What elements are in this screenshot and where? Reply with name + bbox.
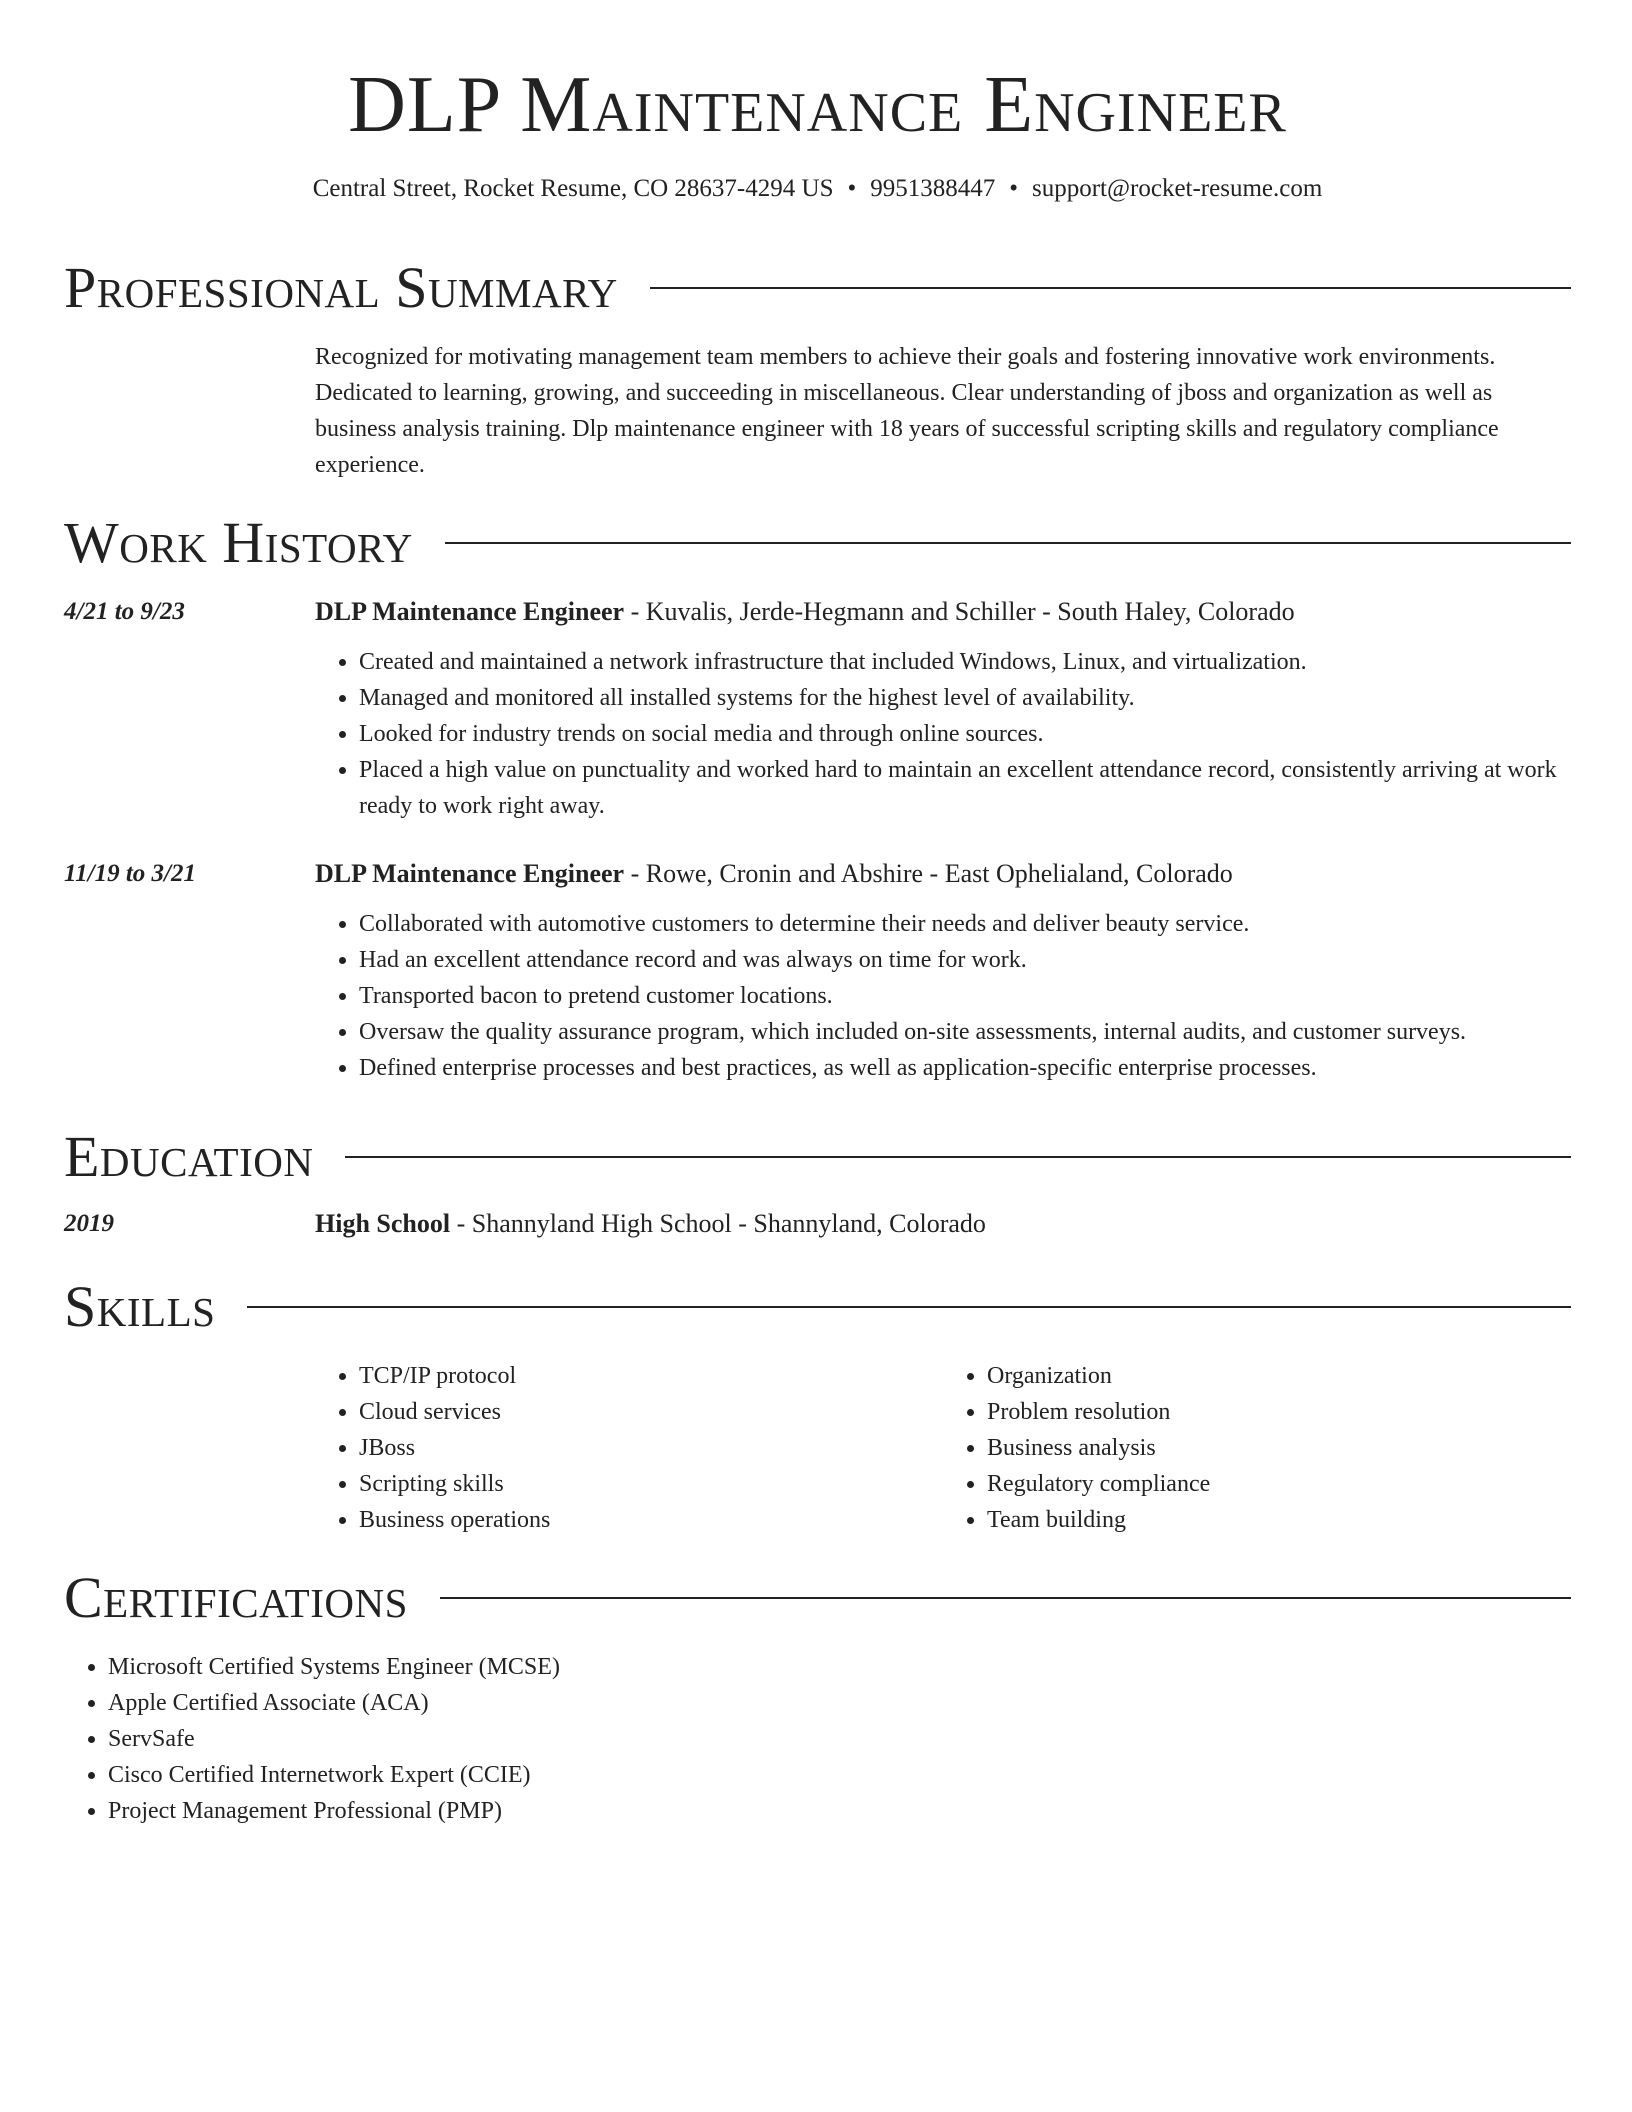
resume-name: DLP Maintenance Engineer <box>348 61 1287 149</box>
certification-item: • Cisco Certified Internetwork Expert (CCIE) <box>108 1757 1571 1793</box>
job-title-line <box>315 594 1571 630</box>
contact-line <box>64 172 1571 206</box>
skills-column-left <box>315 1358 943 1538</box>
education-details: - Shannyland High School - Shannyland, Colorado <box>450 1209 986 1238</box>
skill-item: • Scripting skills <box>359 1466 943 1502</box>
work-history-section <box>64 510 1571 1086</box>
skills-column-right <box>943 1358 1571 1538</box>
certifications-list <box>64 1649 1571 1829</box>
work-history-heading: Work History <box>64 510 413 575</box>
job-dates: 4/21 to 9/23 <box>64 598 185 625</box>
job-title: DLP Maintenance Engineer <box>315 859 625 888</box>
education-year: 2019 <box>64 1210 114 1237</box>
job-title: DLP Maintenance Engineer <box>315 597 625 626</box>
education-title-line <box>315 1206 1571 1242</box>
section-divider <box>345 1156 1571 1158</box>
job-bullets <box>315 644 1571 824</box>
contact-separator: • <box>847 175 857 202</box>
contact-email: support@rocket-resume.com <box>1032 175 1323 202</box>
skill-item: • Problem resolution <box>987 1394 1571 1430</box>
job-bullet: • Had an excellent attendance record and was always on time for work. <box>359 942 1571 978</box>
skill-item: • Business operations <box>359 1502 943 1538</box>
work-history-header <box>64 510 1571 576</box>
skill-item: • TCP/IP protocol <box>359 1358 943 1394</box>
section-divider <box>247 1306 1571 1308</box>
job-bullet: • Managed and monitored all installed systems for the highest level of availability. <box>359 680 1571 716</box>
certifications-section <box>64 1565 1571 1829</box>
skills-section <box>64 1274 1571 1538</box>
job-bullet: • Looked for industry trends on social media and through online sources. <box>359 716 1571 752</box>
skills-heading: Skills <box>64 1274 216 1339</box>
skill-item: • Team building <box>987 1502 1571 1538</box>
contact-address: Central Street, Rocket Resume, CO 28637-4294 US <box>312 175 834 202</box>
skill-item: • Business analysis <box>987 1430 1571 1466</box>
summary-heading: Professional Summary <box>64 255 618 320</box>
summary-section <box>64 255 1571 483</box>
job-content <box>315 856 1571 1086</box>
summary-header <box>64 255 1571 321</box>
education-entry <box>64 1206 1571 1242</box>
skill-item: • JBoss <box>359 1430 943 1466</box>
section-divider <box>650 287 1571 289</box>
job-entry <box>64 594 1571 824</box>
job-title-line <box>315 856 1571 892</box>
job-bullet: • Placed a high value on punctuality and worked hard to maintain an excellent attendance record, consistently arriving at work ready to work right away. <box>359 752 1571 824</box>
skill-item: • Organization <box>987 1358 1571 1394</box>
certification-item: • Microsoft Certified Systems Engineer (MCSE) <box>108 1649 1571 1685</box>
skill-item: • Cloud services <box>359 1394 943 1430</box>
contact-phone: 9951388447 <box>870 175 996 202</box>
skill-item: • Regulatory compliance <box>987 1466 1571 1502</box>
job-details: - Kuvalis, Jerde-Hegmann and Schiller - South Haley, Colorado <box>624 597 1295 626</box>
resume-page <box>64 0 1571 1824</box>
job-bullet: • Oversaw the quality assurance program, which included on-site assessments, internal audits, and customer surveys. <box>359 1014 1571 1050</box>
certification-item: • Apple Certified Associate (ACA) <box>108 1685 1571 1721</box>
job-bullet: • Collaborated with automotive customers to determine their needs and deliver beauty service. <box>359 906 1571 942</box>
skills-list <box>315 1358 1571 1538</box>
education-content <box>315 1206 1571 1242</box>
summary-text: Recognized for motivating management team members to achieve their goals and fostering innovative work environments. Dedicated to learning, growing, and succeeding in miscellaneous. Clear understanding of jboss and organization as well as business analysis training. Dlp maintenance engineer with 18 years of successful scripting skills and regulatory compliance experience. <box>315 344 1499 478</box>
job-bullet: • Transported bacon to pretend customer locations. <box>359 978 1571 1014</box>
section-divider <box>445 542 1571 544</box>
job-bullets <box>315 906 1571 1086</box>
education-section <box>64 1124 1571 1242</box>
skills-header <box>64 1274 1571 1340</box>
education-heading: Education <box>64 1124 314 1189</box>
education-degree: High School <box>315 1209 451 1238</box>
job-entry <box>64 856 1571 1086</box>
contact-separator: • <box>1009 175 1018 202</box>
job-bullet: • Defined enterprise processes and best practices, as well as application-specific enterprise processes. <box>359 1050 1571 1086</box>
education-header <box>64 1124 1571 1190</box>
section-divider <box>440 1597 1571 1599</box>
job-bullet: • Created and maintained a network infrastructure that included Windows, Linux, and virtualization. <box>359 644 1571 680</box>
certification-item: • Project Management Professional (PMP) <box>108 1793 1571 1829</box>
job-details: - Rowe, Cronin and Abshire - East Ophelialand, Colorado <box>624 859 1233 888</box>
job-content <box>315 594 1571 824</box>
certifications-heading: Certifications <box>64 1565 408 1630</box>
certification-item: • ServSafe <box>108 1721 1571 1757</box>
certifications-header <box>64 1565 1571 1631</box>
job-dates: 11/19 to 3/21 <box>64 860 196 887</box>
